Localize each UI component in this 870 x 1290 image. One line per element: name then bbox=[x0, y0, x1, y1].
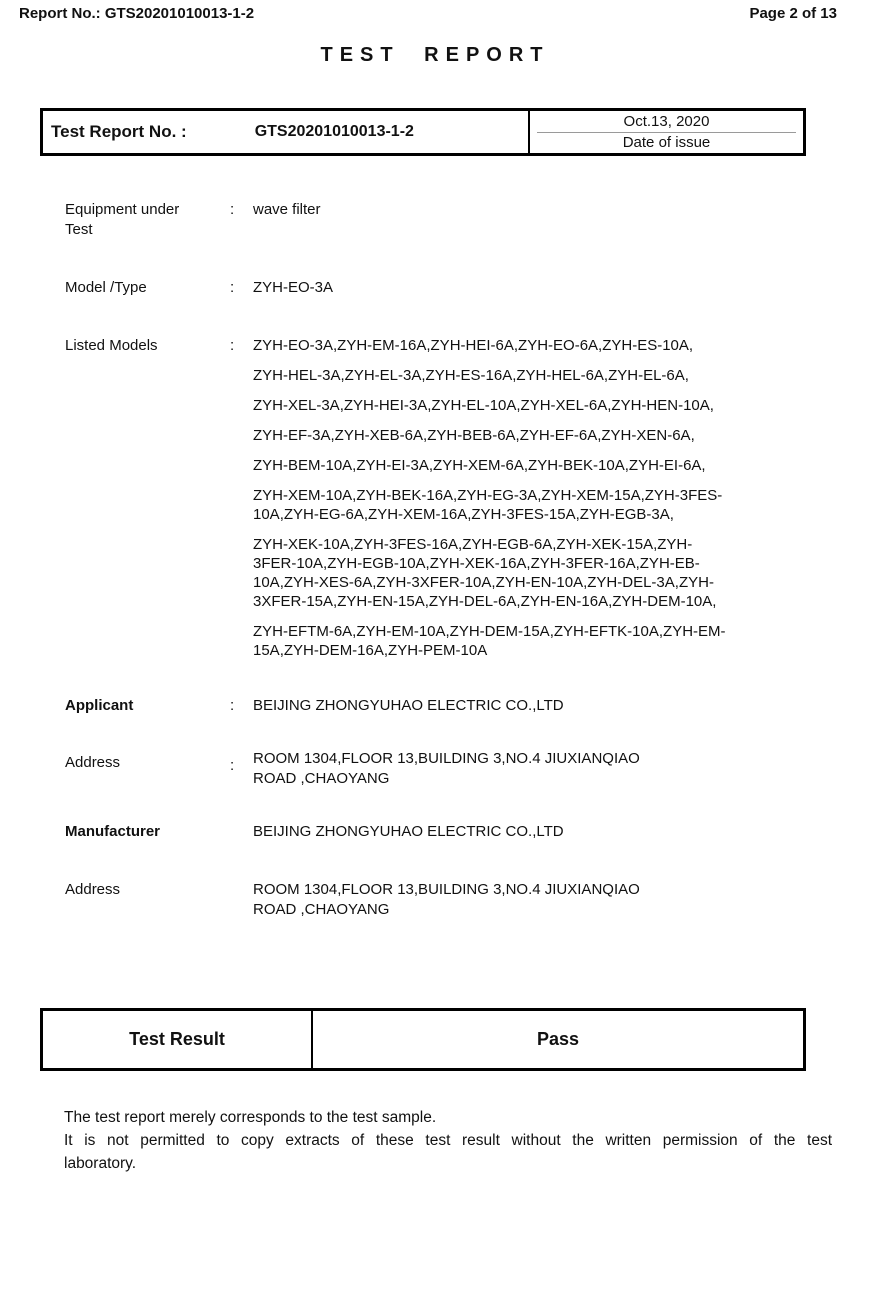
model-type-separator: : bbox=[230, 279, 235, 296]
test-result-table bbox=[40, 1008, 806, 1071]
applicant-address-value bbox=[253, 749, 819, 789]
applicant-address-line2: ROAD ,CHAOYANG bbox=[253, 770, 390, 787]
model-type-label: Model /Type bbox=[65, 279, 147, 296]
equipment-label: Equipment under Test bbox=[65, 201, 180, 238]
listed-models-line: ZYH-EF-3A,ZYH-XEB-6A,ZYH-BEB-6A,ZYH-EF-6A,ZYH-XEN-6A, bbox=[253, 427, 695, 444]
manufacturer-address-label: Address bbox=[65, 881, 121, 898]
applicant-address-label: Address bbox=[65, 754, 121, 771]
listed-models-line: 10A,ZYH-XES-6A,ZYH-3XFER-10A,ZYH-EN-10A,ZYH-DEL-3A,ZYH- bbox=[253, 574, 714, 591]
model-type-value: ZYH-EO-3A bbox=[253, 279, 334, 296]
listed-models-line: ZYH-XEK-10A,ZYH-3FES-16A,ZYH-EGB-6A,ZYH-XEK-15A,ZYH- bbox=[253, 536, 693, 553]
test-result-value: Pass bbox=[536, 1029, 580, 1049]
document-title: TEST REPORT bbox=[320, 44, 550, 66]
equipment-separator: : bbox=[230, 201, 235, 218]
listed-models-line: 3FER-10A,ZYH-EGB-10A,ZYH-XEK-16A,ZYH-3FER-16A,ZYH-EB- bbox=[253, 555, 700, 572]
manufacturer-address-line2: ROAD ,CHAOYANG bbox=[253, 901, 390, 918]
issue-date-value: Oct.13, 2020 bbox=[537, 111, 796, 133]
report-number-label: Test Report No. : bbox=[51, 122, 187, 141]
manufacturer-address-line1: ROOM 1304,FLOOR 13,BUILDING 3,NO.4 JIUXIANQIAO bbox=[253, 881, 640, 898]
listed-models-line: 10A,ZYH-EG-6A,ZYH-XEM-16A,ZYH-3FES-15A,ZYH-EGB-3A, bbox=[253, 506, 674, 523]
listed-models-line: 15A,ZYH-DEM-16A,ZYH-PEM-10A bbox=[253, 642, 488, 659]
applicant-value: BEIJING ZHONGYUHAO ELECTRIC CO.,LTD bbox=[253, 697, 564, 714]
applicant-address-line1: ROOM 1304,FLOOR 13,BUILDING 3,NO.4 JIUXIANQIAO bbox=[253, 750, 640, 767]
test-result-label: Test Result bbox=[43, 1011, 313, 1068]
applicant-address-separator: : bbox=[230, 757, 235, 774]
footer-line3: laboratory. bbox=[64, 1155, 137, 1172]
applicant-separator: : bbox=[230, 697, 235, 714]
header-report-number: Report No.: GTS20201010013-1-2 bbox=[19, 5, 255, 22]
listed-models-label: Listed Models bbox=[65, 337, 158, 354]
report-number-cell bbox=[43, 111, 530, 153]
issue-date-cell bbox=[530, 111, 803, 153]
listed-models-line: 3XFER-15A,ZYH-EN-15A,ZYH-DEL-6A,ZYH-EN-16A,ZYH-DEM-10A, bbox=[253, 593, 717, 610]
listed-models-line: ZYH-EFTM-6A,ZYH-EM-10A,ZYH-DEM-15A,ZYH-EFTK-10A,ZYH-EM- bbox=[253, 623, 726, 640]
listed-models-separator: : bbox=[230, 337, 235, 354]
issue-date-label: Date of issue bbox=[622, 134, 711, 152]
applicant-label: Applicant bbox=[65, 697, 134, 714]
listed-models-line: ZYH-XEM-10A,ZYH-BEK-16A,ZYH-EG-3A,ZYH-XEM-15A,ZYH-3FES- bbox=[253, 487, 723, 504]
listed-models-line: ZYH-EO-3A,ZYH-EM-16A,ZYH-HEI-6A,ZYH-EO-6A,ZYH-ES-10A, bbox=[253, 337, 694, 354]
listed-models-line: ZYH-XEL-3A,ZYH-HEI-3A,ZYH-EL-10A,ZYH-XEL-6A,ZYH-HEN-10A, bbox=[253, 397, 714, 414]
footer-line2: It is not permitted to copy extracts of these test result without the written permission of the test bbox=[64, 1132, 832, 1149]
listed-models-line: ZYH-BEM-10A,ZYH-EI-3A,ZYH-XEM-6A,ZYH-BEK-10A,ZYH-EI-6A, bbox=[253, 457, 706, 474]
header-page-indicator: Page 2 of 13 bbox=[749, 5, 837, 22]
manufacturer-address-value bbox=[253, 880, 819, 920]
equipment-value: wave filter bbox=[253, 201, 321, 218]
footer-disclaimer bbox=[64, 1106, 832, 1175]
footer-line1: The test report merely corresponds to the test sample. bbox=[64, 1109, 437, 1126]
listed-models-value bbox=[253, 336, 819, 660]
report-number-table bbox=[40, 108, 806, 156]
manufacturer-label: Manufacturer bbox=[65, 823, 161, 840]
listed-models-line: ZYH-HEL-3A,ZYH-EL-3A,ZYH-ES-16A,ZYH-HEL-6A,ZYH-EL-6A, bbox=[253, 367, 689, 384]
report-number-value: GTS20201010013-1-2 bbox=[254, 123, 414, 140]
manufacturer-value: BEIJING ZHONGYUHAO ELECTRIC CO.,LTD bbox=[253, 823, 564, 840]
